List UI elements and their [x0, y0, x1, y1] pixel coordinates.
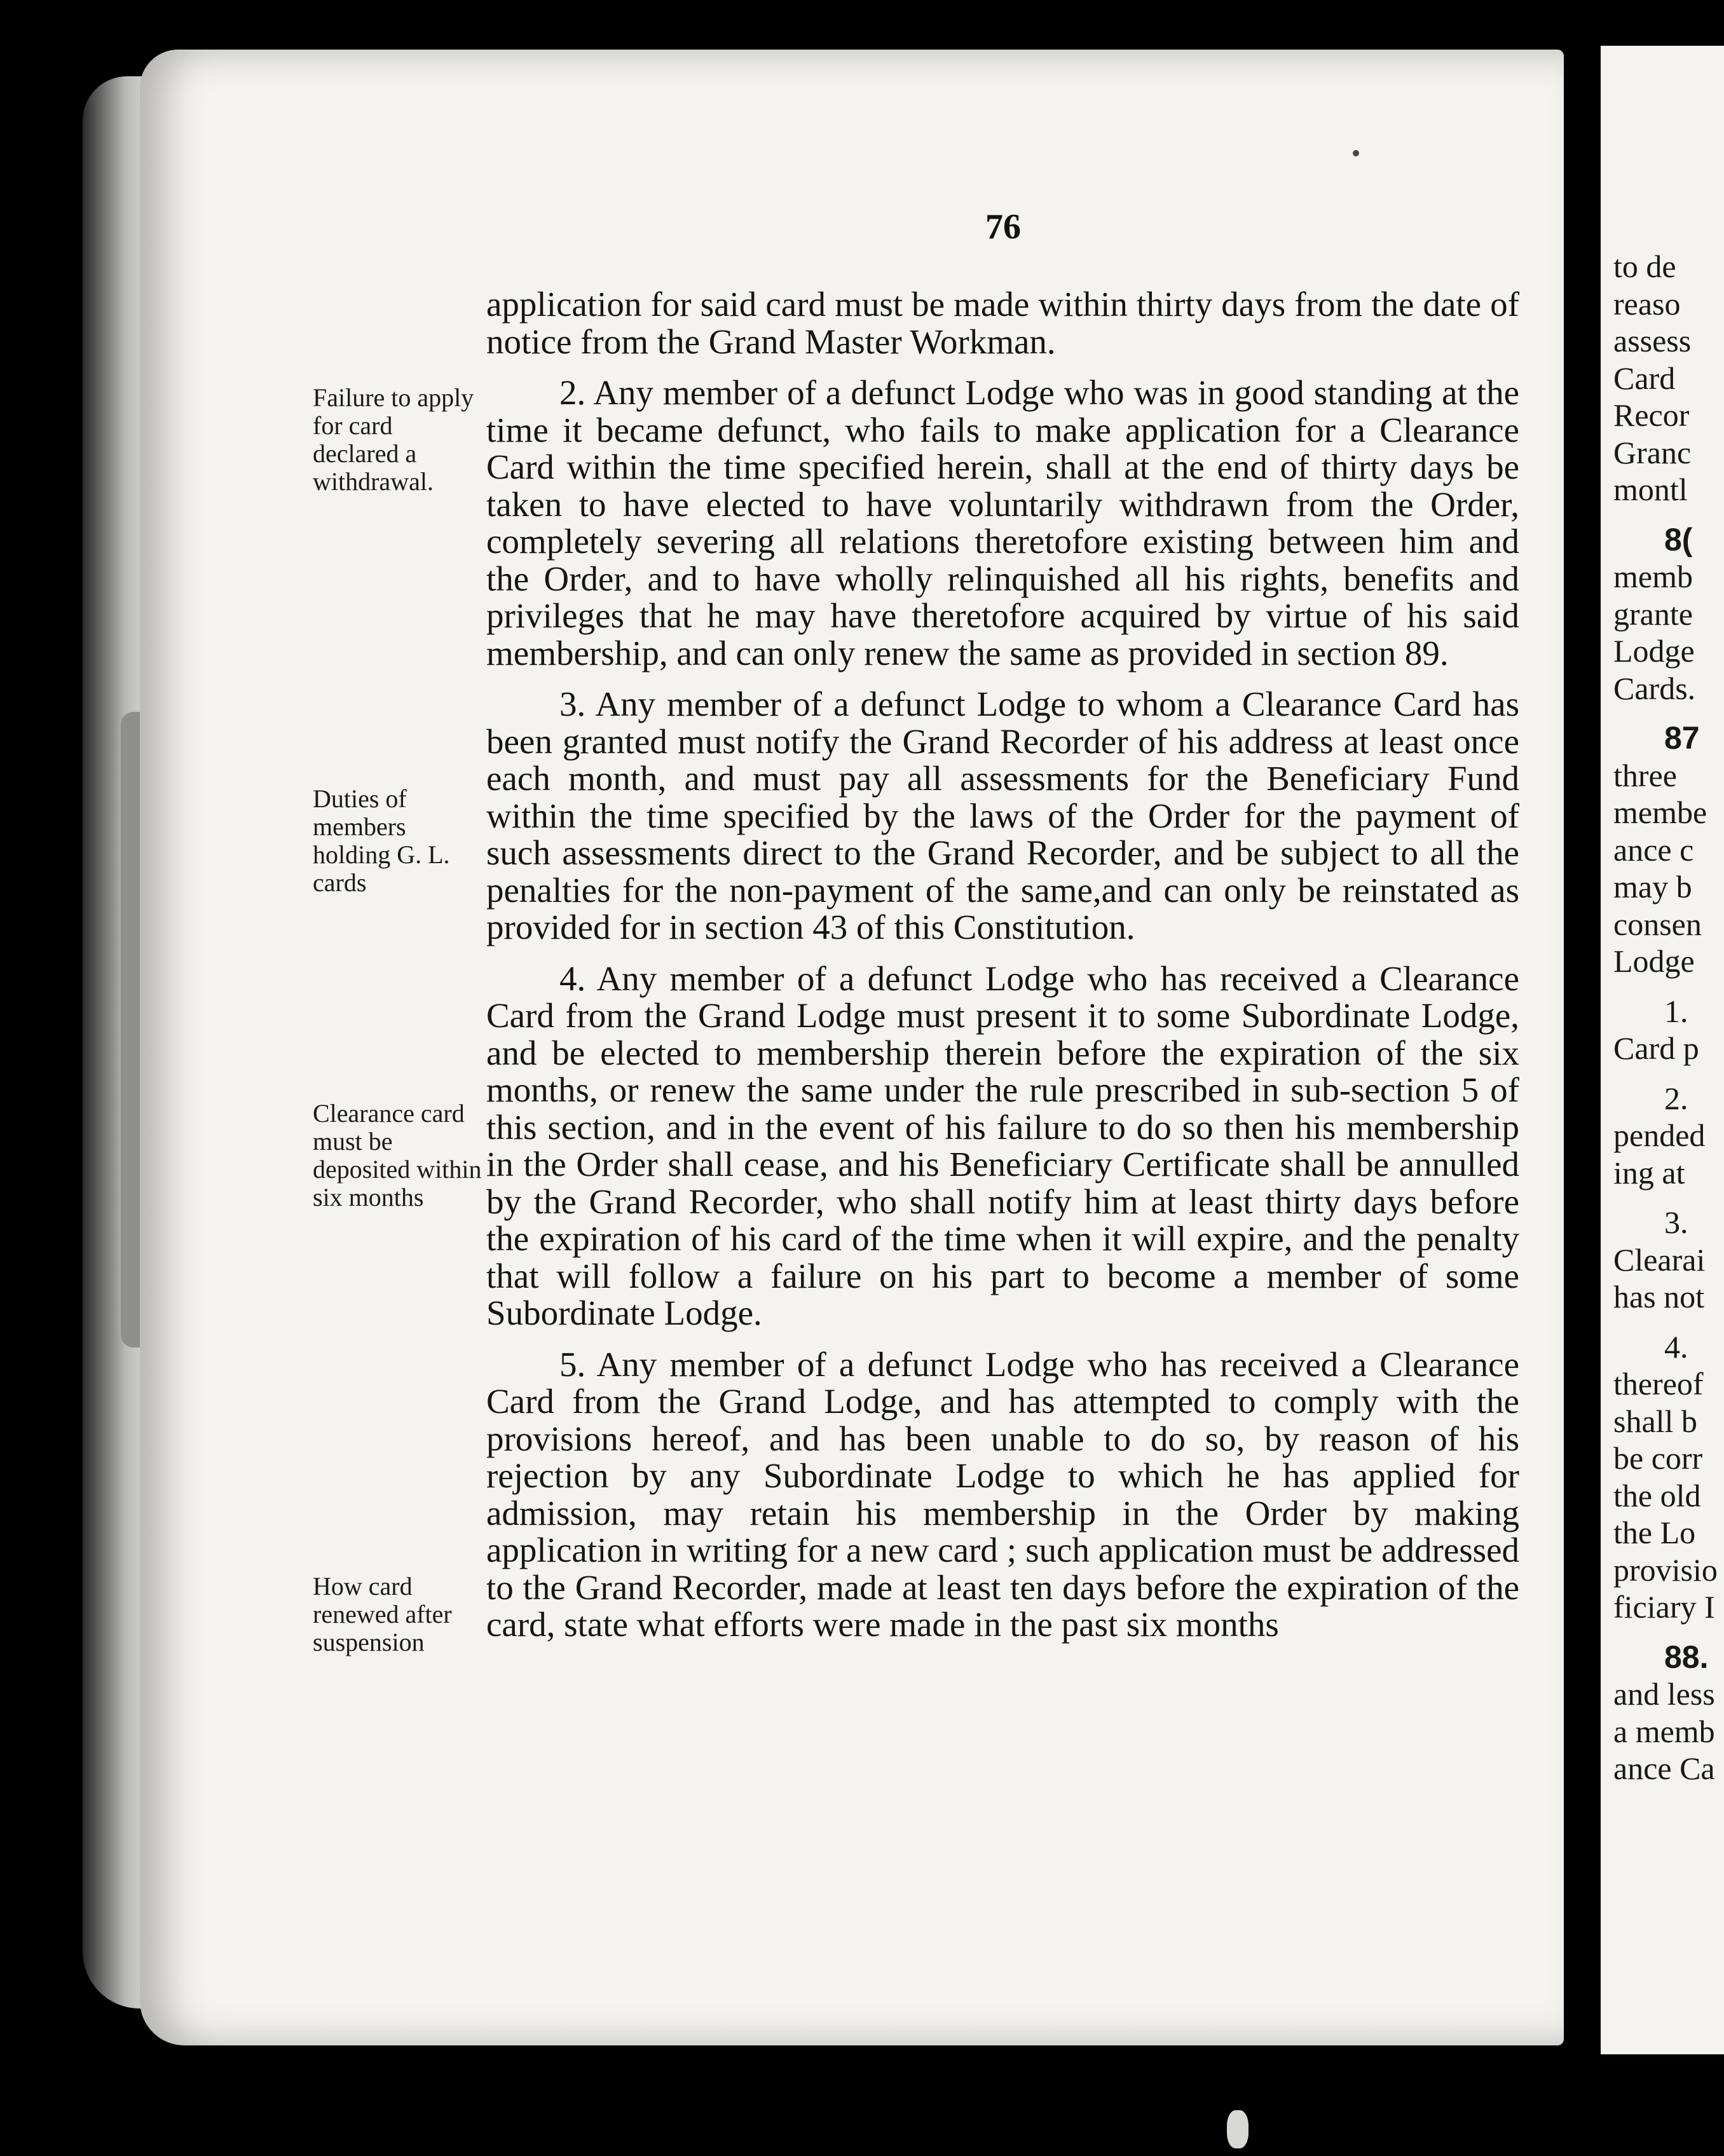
right-fragment: Recor: [1613, 397, 1690, 433]
right-section-number: 3.: [1664, 1204, 1688, 1240]
right-fragment: reaso: [1613, 285, 1681, 322]
margin-note-failure-to-apply: Failure to apply for card declared a withdrawal.: [313, 383, 474, 496]
right-section-number: 87: [1664, 720, 1700, 756]
right-fragment: Lodge: [1613, 943, 1695, 979]
right-fragment: the old: [1613, 1477, 1701, 1513]
right-section-number: 8(: [1664, 521, 1693, 557]
section-3-paragraph: 3. Any member of a defunct Lodge to whom a Clearance Card has been granted must notify the Grand Recorder of his address at least once each month, and must pay all assessments for the Beneficiary Fund within the time specified by the laws of the Order for the payment of such assessments direct to the Grand Recorder, and be subject to all the penalties for the non-payment of the same,and can only be reinstated as provided for in section 43 of this Constitution.: [486, 685, 1519, 946]
right-fragment: consen: [1613, 906, 1702, 942]
right-fragment: montl: [1613, 472, 1688, 507]
right-fragment: ing at: [1613, 1154, 1685, 1191]
section-2-paragraph: 2. Any member of a defunct Lodge who was in good standing at the time it became defunct, who fails to make application for a Clearance Card within the time specified herein, shall at the end of thirty days be taken to have elected to have voluntarily withdrawn from the Order, completely severing all relations theretofore existing between him and the Order, and to have wholly relinquished all his rights, benefits and privileges that he may have theretofore acquired by virtue of his said membership, and can only renew the same as provided in section 89.: [486, 373, 1519, 672]
right-fragment: to de: [1613, 249, 1676, 284]
right-fragment: ance Ca: [1613, 1750, 1715, 1786]
right-fragment: shall b: [1613, 1403, 1697, 1439]
right-fragment: thereof: [1613, 1366, 1704, 1402]
margin-note-duties-of-members: Duties of members holding G. L. cards: [313, 784, 450, 897]
margin-note-card-renewed: How card renewed after suspension: [313, 1572, 452, 1656]
right-fragment: pended: [1613, 1117, 1706, 1153]
dust-speck: [1353, 150, 1359, 156]
right-fragment: Card: [1613, 360, 1676, 396]
right-fragment: may b: [1613, 869, 1692, 904]
right-fragment: three: [1613, 757, 1677, 793]
continuation-paragraph: application for said card must be made within thirty days from the date of notice from the Grand Master Workman.: [486, 285, 1519, 361]
right-fragment: provisio: [1613, 1552, 1718, 1588]
right-fragment: ficiary I: [1613, 1589, 1715, 1625]
right-section-number: 88.: [1664, 1639, 1709, 1675]
right-page: [1601, 46, 1724, 2054]
right-fragment: Cards.: [1613, 670, 1696, 706]
right-fragment: a memb: [1613, 1713, 1715, 1749]
binding-mark: [1227, 2110, 1249, 2148]
main-text-column: [486, 286, 1519, 1644]
right-fragment: Lodge: [1613, 633, 1695, 669]
right-fragment: grante: [1613, 596, 1693, 632]
right-fragment: has not: [1613, 1279, 1705, 1314]
right-fragment: and less: [1613, 1676, 1715, 1712]
right-fragment: membe: [1613, 795, 1707, 830]
right-section-number: 2.: [1664, 1080, 1688, 1116]
right-fragment: Granc: [1613, 434, 1692, 470]
right-fragment: ance c: [1613, 831, 1694, 868]
right-section-number: 1.: [1664, 993, 1688, 1029]
right-fragment: the Lo: [1613, 1515, 1696, 1550]
right-fragment: memb: [1613, 559, 1693, 594]
right-fragment: Clearai: [1613, 1241, 1706, 1278]
right-fragment: be corr: [1613, 1440, 1703, 1476]
margin-note-clearance-card-deposited: Clearance card must be deposited within six months: [313, 1099, 482, 1211]
page-number: 76: [985, 207, 1021, 247]
section-4-paragraph: 4. Any member of a defunct Lodge who has received a Clearance Card from the Grand Lodge must present it to some Subordinate Lodge, and be elected to membership therein before the expiration of the six months, or renew the same under the rule prescribed in sub-section 5 of this section, and in the event of his failure to do so then his membership in the Order shall cease, and his Beneficiary Certificate shall be annulled by the Grand Recorder, who shall notify him at least thirty days before the expiration of his card of the time when it will expire, and the penalty that will follow a failure on his part to become a member of some Subordinate Lodge.: [486, 959, 1519, 1332]
right-fragment: Card p: [1613, 1030, 1699, 1066]
right-section-number: 4.: [1664, 1328, 1688, 1365]
section-5-paragraph: 5. Any member of a defunct Lodge who has received a Clearance Card from the Grand Lodge, and has attempted to comply with the provisions hereof, and has been unable to do so, by reason of his rejection by any Subordinate Lodge to which he has applied for admission, may retain his membership in the Order by making application in writing for a new card ; such application must be addressed to the Grand Recorder, made at least ten days before the expiration of the card, state what efforts were made in the past six months: [486, 1344, 1519, 1644]
right-fragment: assess: [1613, 323, 1692, 358]
